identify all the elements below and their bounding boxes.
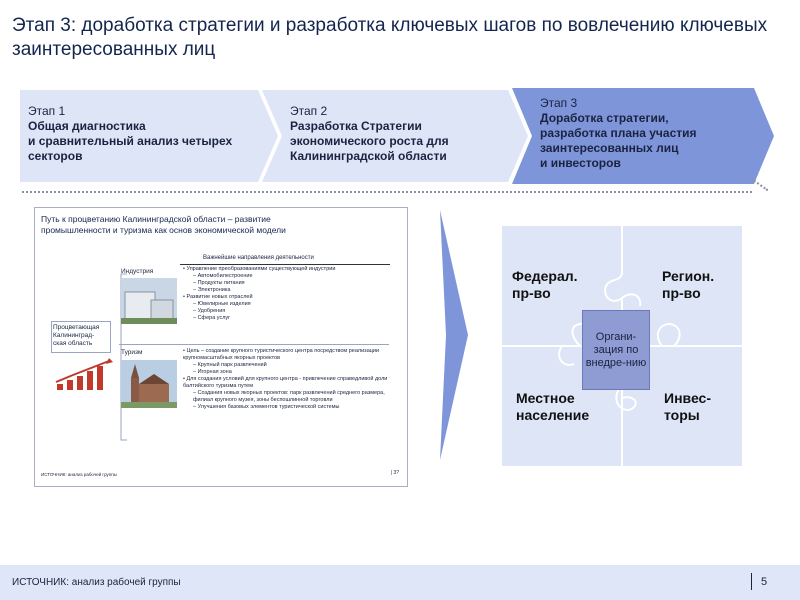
stage-2 [262,90,528,182]
puzzle-federal-line-2: пр-во [512,285,551,301]
thumbnail-footer: ИСТОЧНИК: анализ рабочей группы [41,472,117,477]
puzzle-regional-gov [662,268,714,302]
stage-3-heading: Этап 3 [540,96,578,110]
footer-source: ИСТОЧНИК: анализ рабочей группы [12,577,181,588]
tourism-item: • Цель – создание крупного туристического центра посредством реализации крупномасштабных якорных проектов [183,348,380,361]
tourism-item: – Крупный парк развлечений [193,362,267,368]
puzzle-center-label: Органи-зация по внедре-нию [585,330,647,369]
puzzle-regional-line-1: Регион. [662,268,715,284]
industry-item: – Ювелирные изделия [193,301,251,307]
stage-1-line-3: секторов [28,149,83,163]
footer-separator [751,573,752,590]
industry-item: • Развитие новых отраслей [183,294,253,300]
slide-title: Этап 3: доработка стратегии и разработка ключевых шагов по вовлечению ключевых заинтересованных лиц [12,15,768,60]
tourism-item: • Для создания условий для крупного центра - привлечение справедливой доли балтийского туризма путем [183,376,388,389]
stage-1-text [28,104,263,164]
stage-1-line-1: Общая диагностика [28,119,146,133]
industry-item: – Удобрения [193,308,226,314]
tourism-item: – Улучшения базовых элементов туристической системы [193,404,340,410]
puzzle-federal-gov [512,268,578,302]
industry-item: – Электроника [193,287,231,293]
thumbnail-page-number: | 3? [390,470,399,476]
industry-list [183,266,393,322]
stage-3-line-3: заинтересованных лиц [540,141,679,155]
stage-3-line-1: Доработка стратегии, [540,111,669,125]
puzzle-local-line-1: Местное [516,390,575,406]
puzzle-center-implementation-org [582,310,650,390]
industry-item: – Сфера услуг [193,315,231,321]
stage-2-line-3: Калининградской области [290,149,447,163]
stage-2-text [290,104,500,164]
stage-2-line-2: экономического роста для [290,134,449,148]
stage-2-line-1: Разработка Стратегии [290,119,422,133]
stage-3 [512,88,774,184]
thumbnail-header: Важнейшие направления деятельности [203,255,314,261]
dotted-separator [22,191,752,193]
puzzle-investors-line-1: Инвес- [664,390,711,406]
slide-footer [0,565,800,600]
stage-3-line-4: и инвесторов [540,156,621,170]
thumbnail-divider [119,344,389,345]
puzzle-investors-line-2: торы [664,407,700,423]
stage-1-heading: Этап 1 [28,104,66,118]
footer-page-number: 5 [761,576,768,588]
stage-3-line-2: разработка плана участия [540,126,697,140]
thumbnail-header-rule [180,264,390,265]
thumbnail-industry-label: Индустрия [121,268,154,275]
puzzle-regional-line-2: пр-во [662,285,701,301]
slide-thumbnail [34,207,408,487]
thumbnail-tourism-label: Туризм [121,349,143,356]
stage-1 [20,90,278,182]
tourism-item: – Игорная зона [193,369,232,375]
tourism-photo [121,360,177,408]
industry-photo [121,278,177,324]
puzzle-local-line-2: население [516,407,590,423]
growth-chart-icon [53,358,115,392]
tourism-list [183,348,393,411]
thumbnail-title: Путь к процветанию Калининградской области – развитие промышленности и туризма как основ экономической модели [41,214,286,235]
stage-1-line-2: и сравнительный анализ четырех [28,134,233,148]
industry-item: – Автомобилестроение [193,273,253,279]
puzzle-local-population [516,390,589,424]
puzzle-federal-line-1: Федерал. [512,268,578,284]
stage-3-text [540,96,750,171]
industry-item: • Управление преобразованиями существующей индустрии [183,266,336,272]
puzzle-investors [664,390,711,424]
transition-arrow-icon [438,210,472,460]
industry-item: – Продукты питания [193,280,245,286]
stage-2-heading: Этап 2 [290,104,328,118]
thumbnail-side-label: Процветающая Калининград- ская область [53,324,100,347]
tourism-item: – Создания новых якорных проектов: парк развлечений среднего размера, филиал крупного музея, зоны беспошлинной торговли [193,390,385,403]
